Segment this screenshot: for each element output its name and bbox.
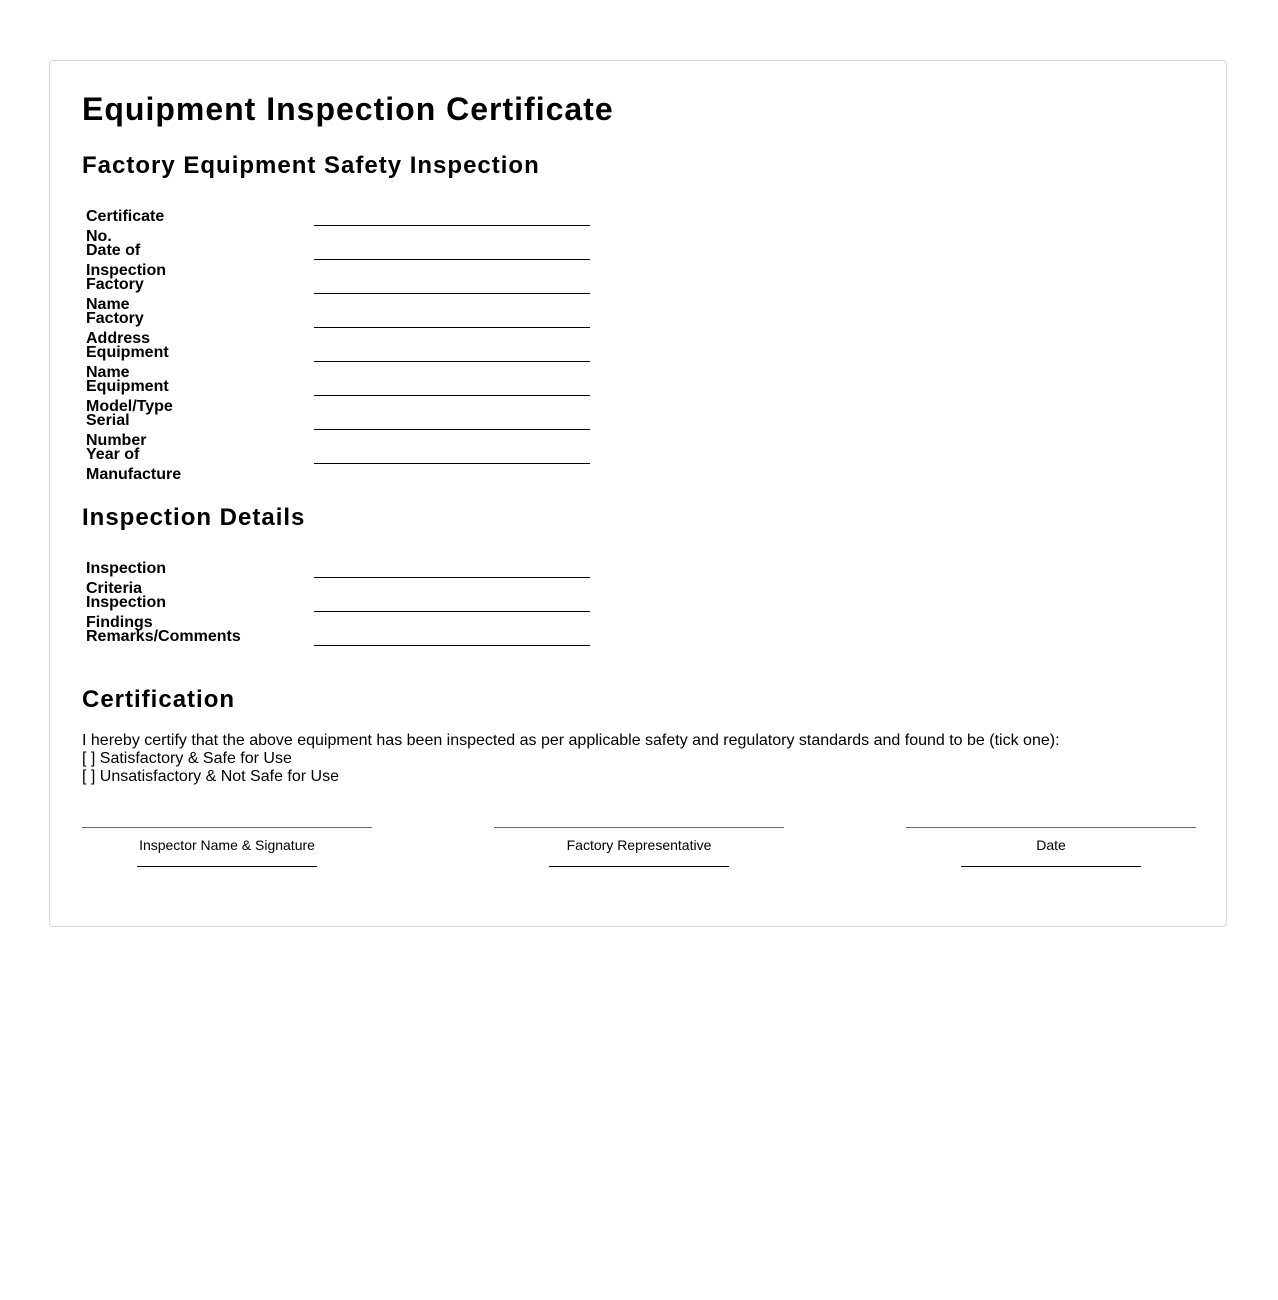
- signature-factory-rep: [494, 827, 784, 867]
- certification-text: [82, 732, 1060, 786]
- field-blank[interactable]: [314, 445, 590, 464]
- underline: [137, 866, 317, 867]
- field-blank[interactable]: [314, 275, 590, 294]
- field-label: Factory Name: [86, 276, 144, 313]
- field-blank[interactable]: [314, 241, 590, 260]
- field-label: Date of Inspection: [86, 242, 167, 279]
- field-blank[interactable]: [314, 207, 590, 226]
- field-label: Factory Address: [86, 310, 151, 347]
- field-label: Inspection Findings: [86, 594, 167, 631]
- field-label: Equipment Model/Type: [86, 378, 173, 415]
- signature-label: Factory Representative: [566, 837, 712, 853]
- field-label: Certificate No.: [86, 208, 165, 245]
- section-heading-certification: Certification: [82, 686, 236, 713]
- signature-line[interactable]: [906, 827, 1196, 828]
- underline: [961, 866, 1141, 867]
- page-title: Equipment Inspection Certificate: [82, 91, 614, 127]
- field-blank[interactable]: [314, 627, 590, 646]
- section-heading-equipment: Factory Equipment Safety Inspection: [82, 152, 540, 179]
- field-blank[interactable]: [314, 343, 590, 362]
- field-label: Year of Manufacture: [86, 446, 182, 483]
- option-satisfactory[interactable]: [ ] Satisfactory & Safe for Use: [82, 750, 292, 767]
- signature-line[interactable]: [494, 827, 784, 828]
- signature-inspector: [82, 827, 372, 867]
- field-label: Serial Number: [86, 412, 147, 449]
- signature-date: [906, 827, 1196, 867]
- certification-statement: I hereby certify that the above equipment has been inspected as per applicable safety and regulatory standards and found to be (tick one):: [82, 732, 1060, 749]
- field-label: Inspection Criteria: [86, 560, 167, 597]
- field-blank[interactable]: [314, 411, 590, 430]
- signature-label: Inspector Name & Signature: [139, 837, 315, 853]
- underline: [549, 866, 729, 867]
- field-blank[interactable]: [314, 377, 590, 396]
- signature-line[interactable]: [82, 827, 372, 828]
- certificate-card: [49, 60, 1227, 927]
- field-label: Remarks/Comments: [86, 628, 241, 645]
- field-blank[interactable]: [314, 593, 590, 612]
- section-heading-inspection: Inspection Details: [82, 504, 306, 531]
- option-unsatisfactory[interactable]: [ ] Unsatisfactory & Not Safe for Use: [82, 768, 339, 785]
- signature-label: Date: [1036, 837, 1066, 853]
- field-blank[interactable]: [314, 559, 590, 578]
- field-blank[interactable]: [314, 309, 590, 328]
- field-label: Equipment Name: [86, 344, 169, 381]
